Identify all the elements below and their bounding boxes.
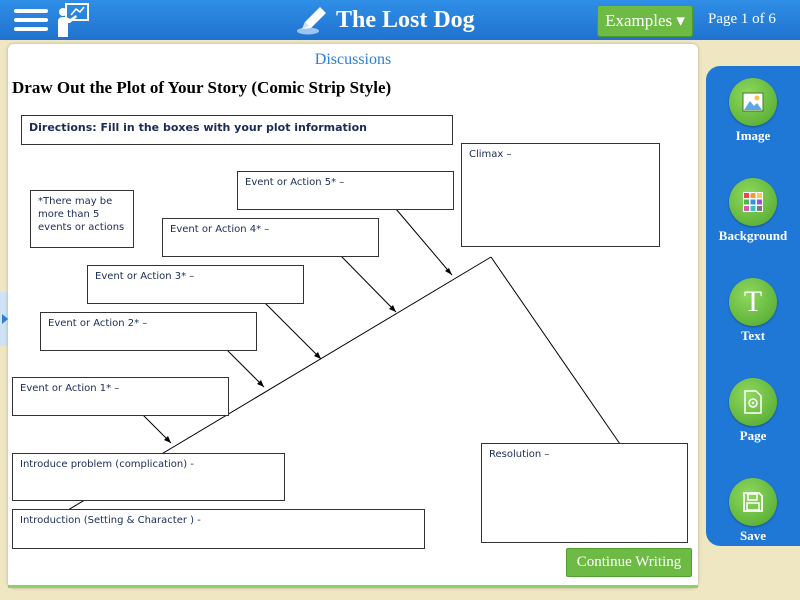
event5-box[interactable]: Event or Action 5* – [237,171,454,210]
tools-sidebar [706,66,800,546]
background-grid-icon[interactable] [729,178,777,226]
page-tool-label: Page [739,428,767,443]
continue-writing-button[interactable]: Continue Writing [566,548,692,577]
page-settings-icon[interactable] [729,378,777,426]
background-tool-label: Background [718,228,788,243]
image-icon[interactable] [729,78,777,126]
arrow-event5 [396,209,452,275]
climax-box[interactable]: Climax – [461,143,660,247]
arrowhead-event5 [445,268,452,275]
text-tool-label: Text [740,328,766,343]
image-tool-label: Image [735,128,771,143]
arrow-event2 [227,350,264,387]
pencil-icon [296,4,330,36]
text-icon[interactable]: T [729,278,777,326]
main-panel [8,44,698,588]
introduce-problem-box[interactable]: Introduce problem (complication) - [12,453,285,501]
event2-box[interactable]: Event or Action 2* – [40,312,257,351]
resolution-box[interactable]: Resolution – [481,443,688,543]
top-bar [0,0,800,40]
introduction-box[interactable]: Introduction (Setting & Character ) - [12,509,425,549]
app-title-group [296,2,475,38]
app-title: The Lost Dog [336,6,475,33]
teacher-board-icon[interactable] [56,3,92,42]
background-tool-button[interactable] [706,178,800,244]
note-box: *There may be more than 5 events or actions [30,190,134,248]
discussions-link[interactable]: Discussions [314,51,392,68]
arrow-event3 [265,303,321,359]
page-indicator: Page 1 of 6 [708,11,776,27]
image-tool-button[interactable] [706,78,800,144]
examples-dropdown-button[interactable]: Examples ▾ [597,5,693,37]
directions-box: Directions: Fill in the boxes with your plot information [21,115,453,145]
event4-box[interactable]: Event or Action 4* – [162,218,379,257]
text-tool-button[interactable] [706,278,800,344]
event1-box[interactable]: Event or Action 1* – [12,377,229,416]
hamburger-menu-icon[interactable] [14,8,48,32]
save-icon[interactable] [729,478,777,526]
worksheet-title: Draw Out the Plot of Your Story (Comic Strip Style) [12,78,392,97]
falling-action-line [491,257,620,444]
page-tool-button[interactable] [706,378,800,444]
save-tool-button[interactable] [706,478,800,544]
event3-box[interactable]: Event or Action 3* – [87,265,304,304]
save-tool-label: Save [740,528,766,543]
panel-bottom-accent [8,585,698,588]
arrow-event4 [341,256,396,312]
